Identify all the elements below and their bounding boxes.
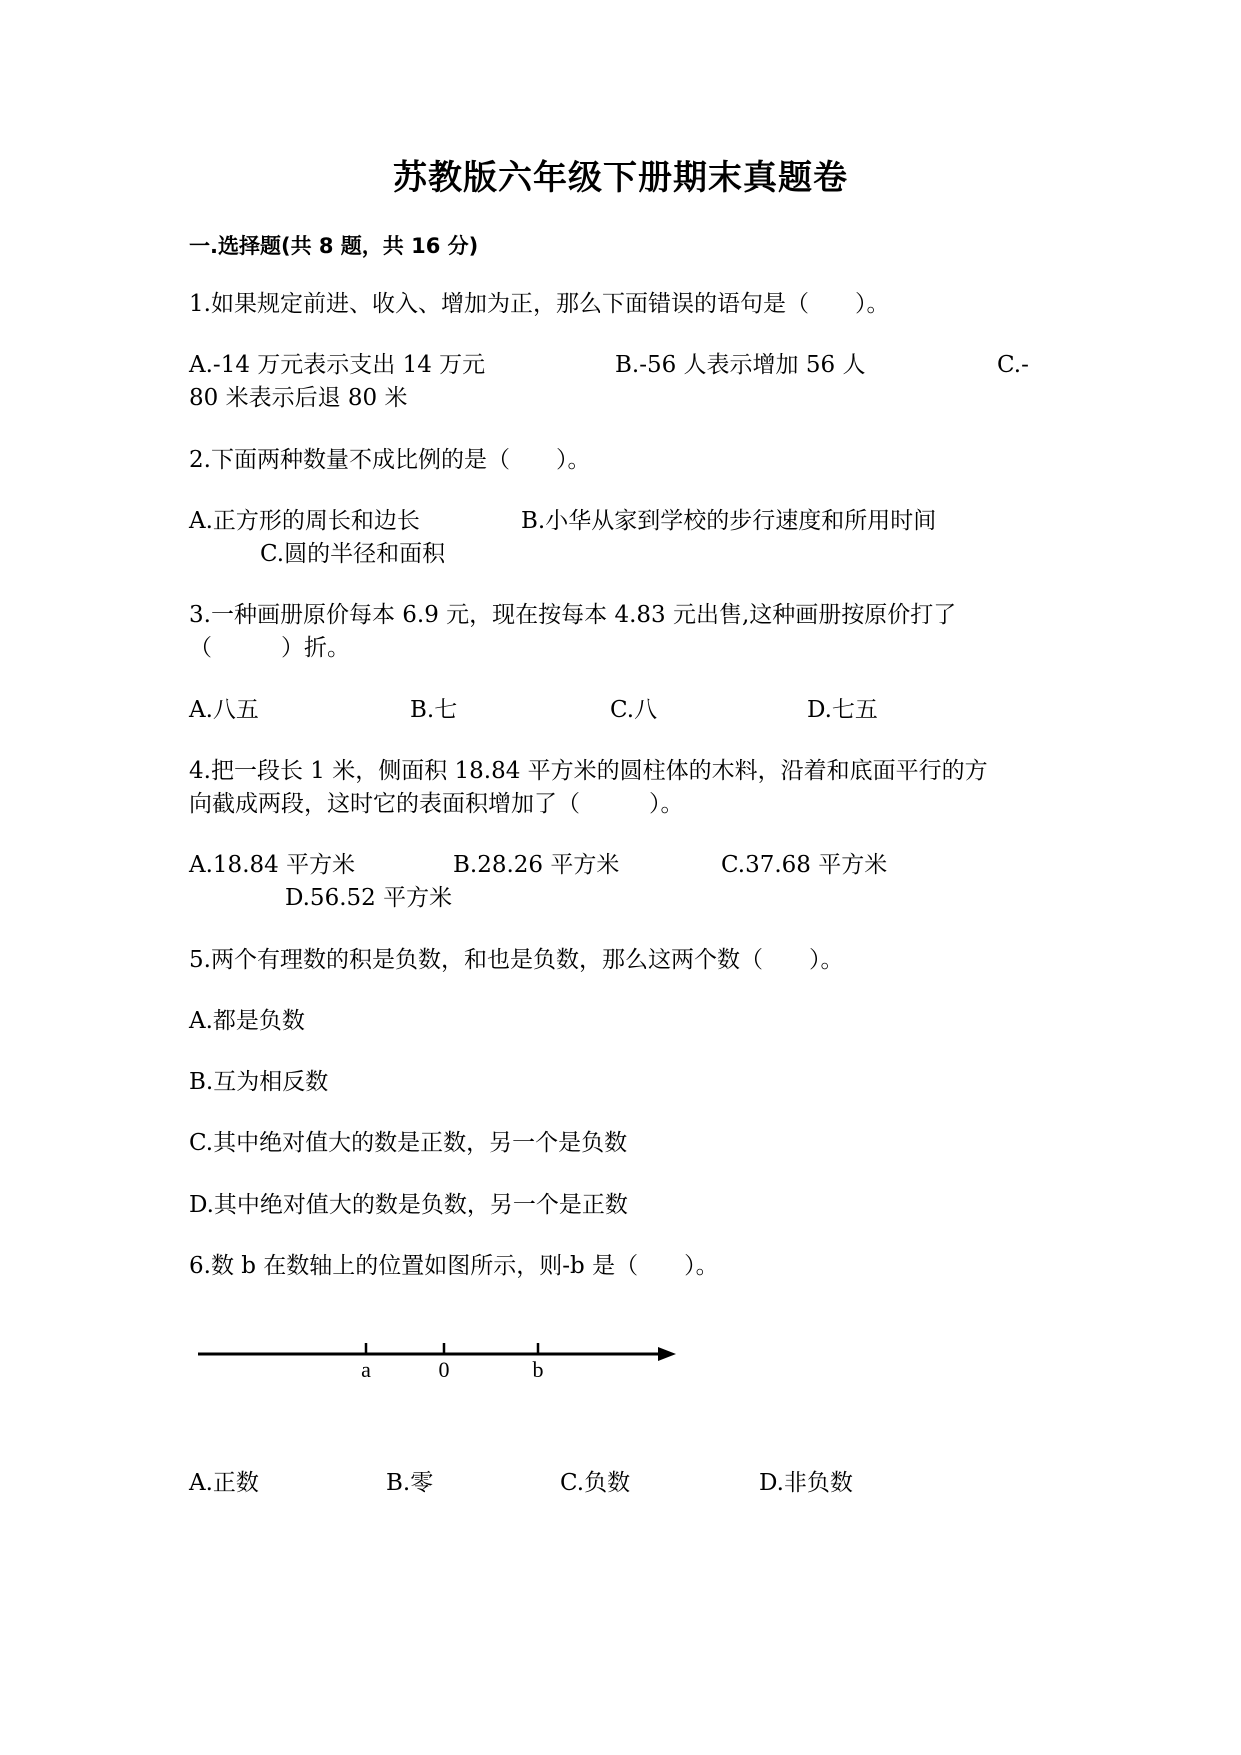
label-zero: 0 <box>438 1357 450 1382</box>
question-4-option-a: A.18.84 平方米 <box>189 852 356 878</box>
question-1-option-a: A.-14 万元表示支出 14 万元 <box>189 352 486 378</box>
question-4-option-c: C.37.68 平方米 <box>721 852 888 878</box>
question-5-option-c: C.其中绝对值大的数是正数，另一个是负数 <box>189 1130 628 1156</box>
number-line-arrow <box>658 1347 676 1361</box>
question-4-stem-line-1: 4.把一段长 1 米，侧面积 18.84 平方米的圆柱体的木料，沿着和底面平行的方 <box>189 758 988 784</box>
question-2-option-a: A.正方形的周长和边长 <box>189 508 420 534</box>
section-heading: 一.选择题(共 8 题，共 16 分) <box>189 234 479 258</box>
question-6-option-b: B.零 <box>386 1470 434 1496</box>
question-4-stem-line-2: 向截成两段，这时它的表面积增加了（ ）。 <box>189 791 684 817</box>
question-3-option-b: B.七 <box>410 697 458 723</box>
number-line-figure <box>196 1335 686 1405</box>
label-b: b <box>532 1357 544 1382</box>
question-4-option-b: B.28.26 平方米 <box>453 852 620 878</box>
question-6-option-a: A.正数 <box>189 1470 259 1496</box>
label-a: a <box>361 1357 371 1382</box>
question-1-stem: 1.如果规定前进、收入、增加为正，那么下面错误的语句是（ ）。 <box>189 291 890 317</box>
question-6-stem: 6.数 b 在数轴上的位置如图所示，则-b 是（ ）。 <box>189 1253 719 1279</box>
question-5-option-b: B.互为相反数 <box>189 1069 329 1095</box>
question-1-option-b: B.-56 人表示增加 56 人 <box>615 352 866 378</box>
question-5-stem: 5.两个有理数的积是负数，和也是负数，那么这两个数（ ）。 <box>189 947 844 973</box>
page-title: 苏教版六年级下册期末真题卷 <box>393 158 848 198</box>
question-1-option-c-cont: 80 米表示后退 80 米 <box>189 385 408 411</box>
question-3-option-a: A.八五 <box>189 697 259 723</box>
question-3-stem-line-2: （ ）折。 <box>189 635 350 661</box>
question-4-option-d: D.56.52 平方米 <box>285 885 453 911</box>
question-2-option-c: C.圆的半径和面积 <box>260 541 446 567</box>
question-3-option-c: C.八 <box>610 697 658 723</box>
question-6-option-c: C.负数 <box>560 1470 631 1496</box>
question-5-option-a: A.都是负数 <box>189 1008 305 1034</box>
question-6-option-d: D.非负数 <box>759 1470 853 1496</box>
question-5-option-d: D.其中绝对值大的数是负数，另一个是正数 <box>189 1192 628 1218</box>
question-1-option-c: C.- <box>997 352 1029 378</box>
question-2-stem: 2.下面两种数量不成比例的是（ ）。 <box>189 447 591 473</box>
question-3-stem-line-1: 3.一种画册原价每本 6.9 元，现在按每本 4.83 元出售,这种画册按原价打了 <box>189 602 957 628</box>
question-3-option-d: D.七五 <box>807 697 878 723</box>
question-2-option-b: B.小华从家到学校的步行速度和所用时间 <box>521 508 937 534</box>
